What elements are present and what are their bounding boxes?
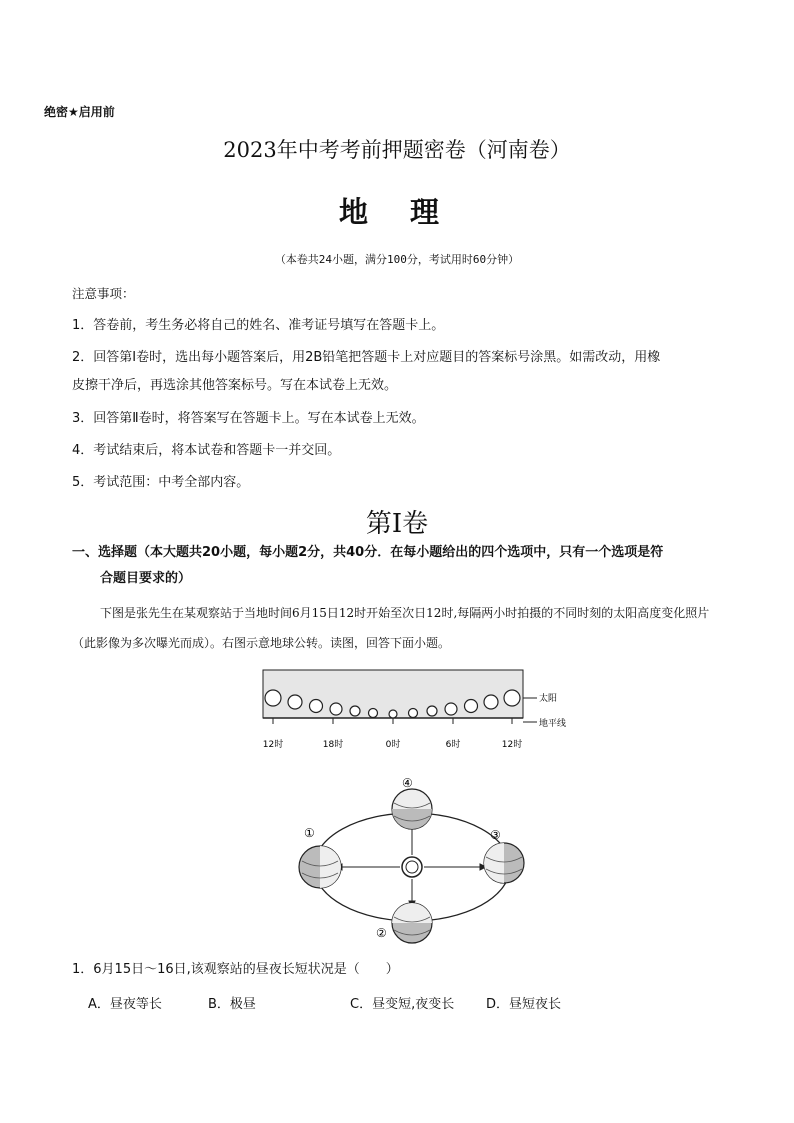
earth-top <box>392 789 432 829</box>
time-tick: 12时 <box>501 740 523 750</box>
time-tick: 12时 <box>262 740 284 750</box>
marker-2: ② <box>376 926 387 940</box>
notice-item: 4．考试结束后，将本试卷和答题卡一并交回。 <box>72 443 341 458</box>
marker-4: ④ <box>402 776 413 790</box>
option-a: A．昼夜等长 <box>88 997 162 1012</box>
time-tick: 18时 <box>322 740 344 750</box>
subject-title: 地 理 <box>338 195 456 229</box>
notice-item: 1．答卷前，考生务必将自己的姓名、准考证号填写在答题卡上。 <box>72 318 445 333</box>
exam-scope: （本卷共24小题，满分100分，考试用时60分钟） <box>274 253 520 266</box>
notice-item: 皮擦干净后，再选涂其他答案标号。写在本试卷上无效。 <box>72 378 398 393</box>
marker-3: ③ <box>490 828 501 842</box>
earth-revolution-figure <box>290 775 540 945</box>
sun-image <box>504 690 520 706</box>
notice-item: 5．考试范围：中考全部内容。 <box>72 475 250 490</box>
sun-image <box>369 709 378 718</box>
sun-image <box>465 700 478 713</box>
tick-marks <box>273 718 512 724</box>
notice-item: 2．回答第Ⅰ卷时，选出每小题答案后，用2B铅笔把答题卡上对应题目的答案标号涂黑。如需改动，用橡 <box>72 350 661 365</box>
sun-image <box>350 706 360 716</box>
option-b: B．极昼 <box>208 997 256 1012</box>
question-intro: 下图是张先生在某观察站于当地时间6月15日12时开始至次日12时,每隔两小时拍摄的不同时刻的太阳高度变化照片（此影像为多次曝光而成）。右图示意地球公转。读图，回答下面小题。 <box>72 606 710 650</box>
sun-image <box>445 703 457 715</box>
sun-image <box>484 695 498 709</box>
earth-right <box>484 843 524 883</box>
sun-image <box>288 695 302 709</box>
section-line: 一、选择题（本大题共20小题，每小题2分，共40分．在每小题给出的四个选项中，只有一个选项是符 <box>72 545 664 560</box>
sun-altitude-figure <box>255 668 575 754</box>
sun-image <box>427 706 437 716</box>
earth-bottom <box>392 903 432 943</box>
exam-title: 2023年中考考前押题密卷（河南卷） <box>223 138 571 162</box>
option-c: C．昼变短,夜变长 <box>350 997 455 1012</box>
confidential-mark: 绝密★启用前 <box>44 105 115 119</box>
volume-heading: 第Ⅰ卷 <box>365 509 429 539</box>
time-tick: 0时 <box>385 740 401 750</box>
sun-image <box>310 700 323 713</box>
question-stem: 1．6月15日～16日,该观察站的昼夜长短状况是（ ） <box>72 962 399 977</box>
horizon-label: 地平线 <box>539 719 567 729</box>
sun-image <box>265 690 281 706</box>
section-heading <box>72 540 732 592</box>
sun-image <box>330 703 342 715</box>
section-line: 合题目要求的） <box>100 571 192 586</box>
option-d: D．昼短夜长 <box>486 997 562 1012</box>
time-tick: 6时 <box>445 740 461 750</box>
notice-heading: 注意事项： <box>72 286 135 301</box>
sun-label: 太阳 <box>539 694 558 704</box>
sun-image <box>409 709 418 718</box>
earth-left <box>299 846 341 888</box>
notice-item: 3．回答第Ⅱ卷时，将答案写在答题卡上。写在本试卷上无效。 <box>72 411 425 426</box>
marker-1: ① <box>304 826 315 840</box>
sun-image <box>389 710 397 718</box>
